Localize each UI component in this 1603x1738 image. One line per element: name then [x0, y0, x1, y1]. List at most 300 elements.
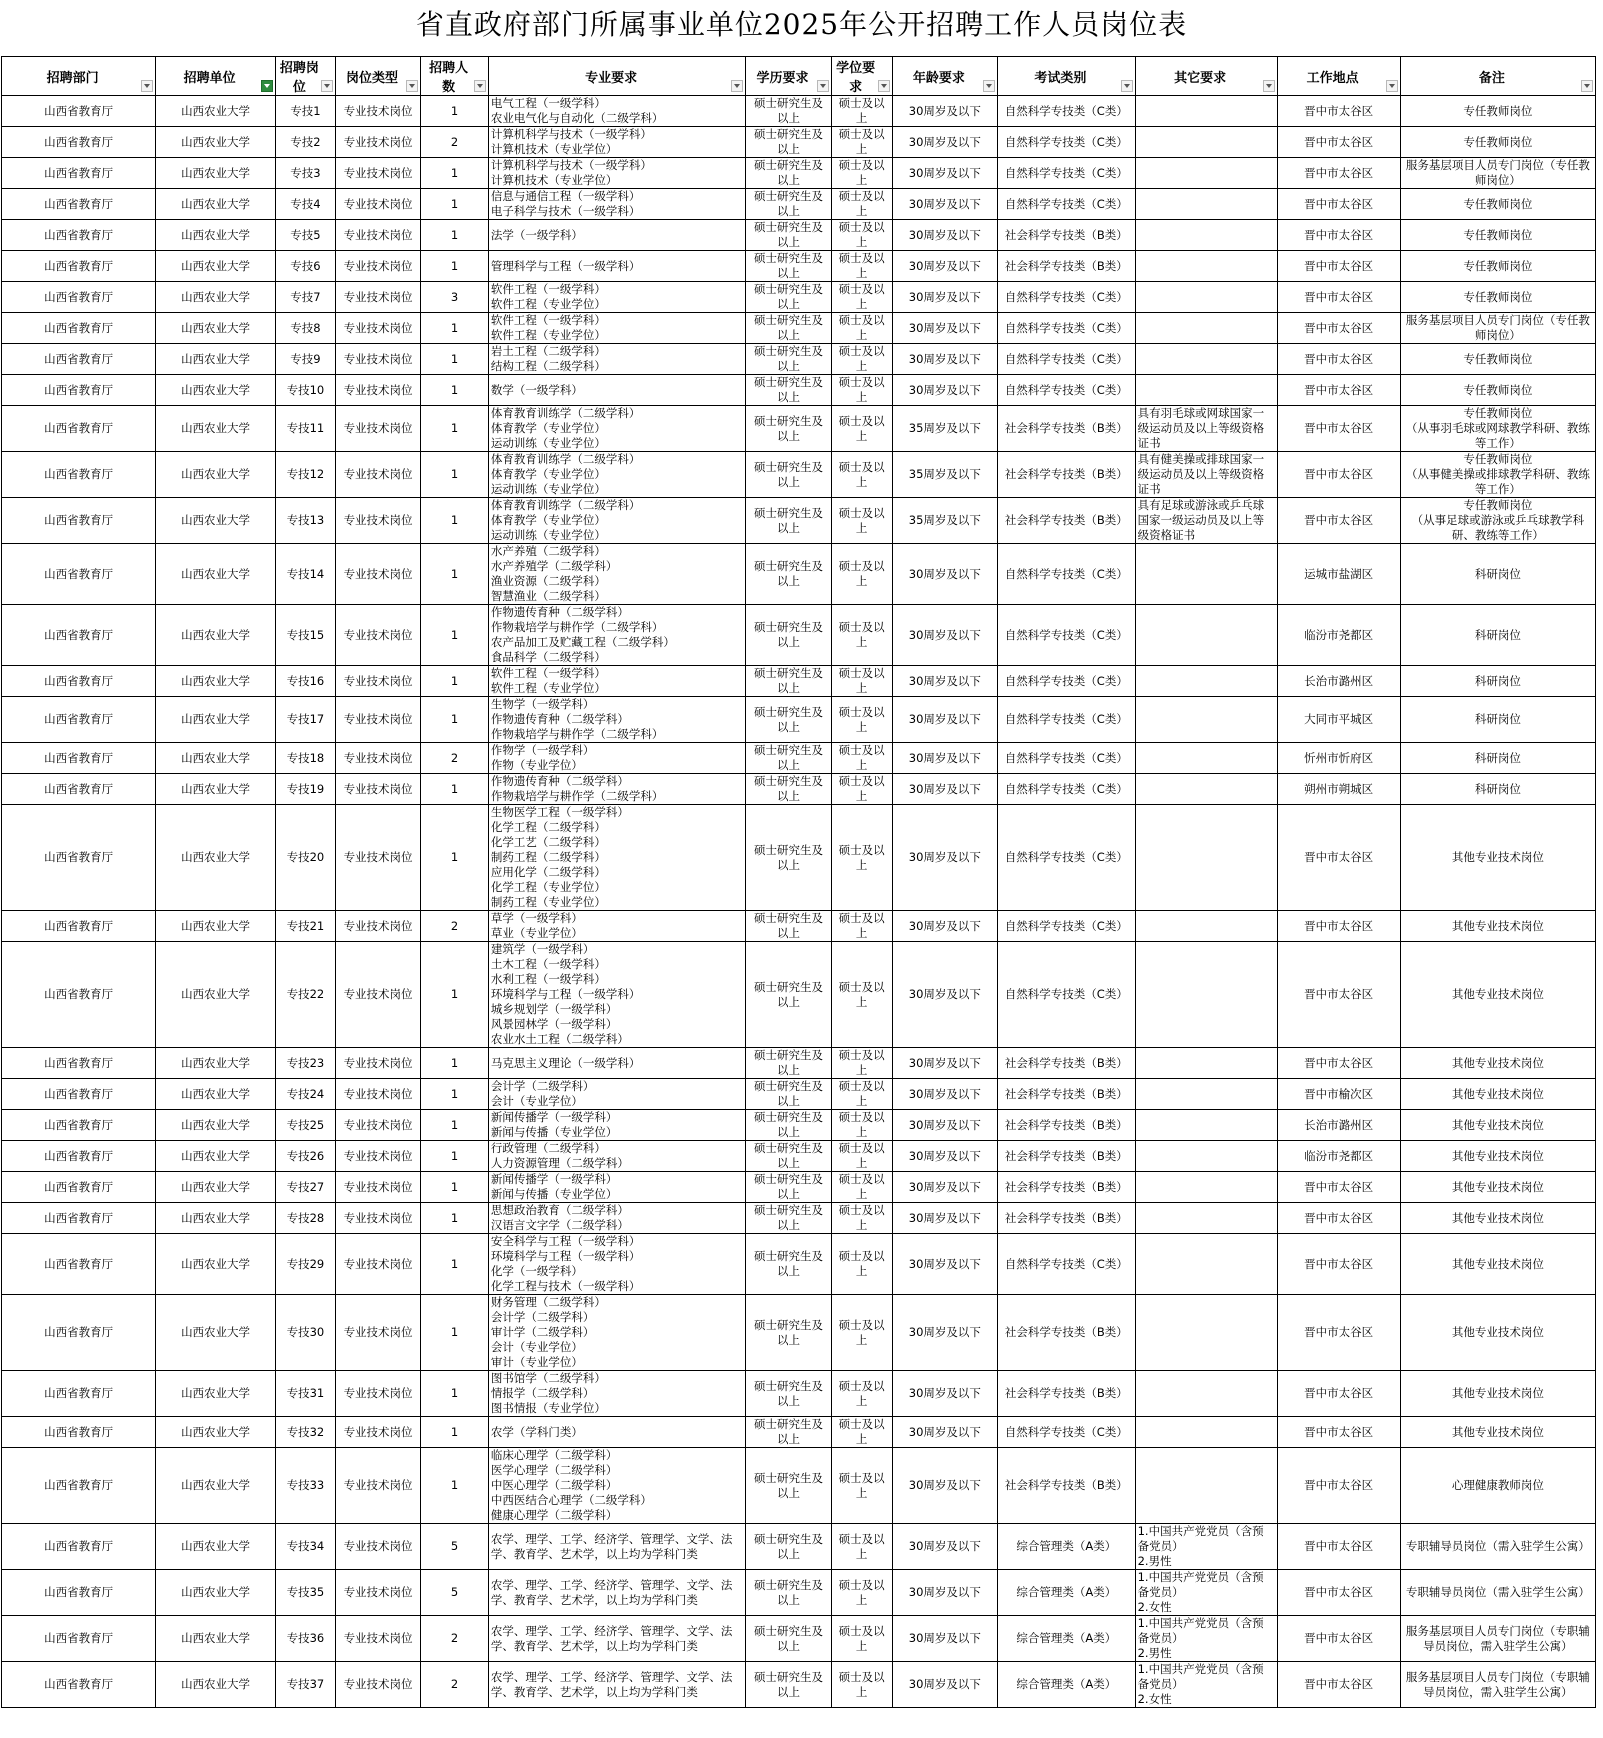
cell-position-type: 专业技术岗位	[335, 498, 420, 544]
cell-position-type: 专业技术岗位	[335, 1172, 420, 1203]
cell-location: 晋中市太谷区	[1277, 1570, 1400, 1616]
table-row	[2, 220, 1596, 251]
cell-other: 具有健美操或排球国家一级运动员及以上等级资格证书	[1135, 452, 1277, 498]
cell-age: 30周岁及以下	[892, 127, 997, 158]
cell-education: 硕士研究生及以上	[746, 96, 831, 127]
cell-other	[1135, 96, 1277, 127]
cell-other	[1135, 544, 1277, 605]
cell-department: 山西省教育厅	[2, 251, 156, 282]
cell-unit: 山西农业大学	[156, 96, 276, 127]
cell-headcount: 1	[421, 1417, 489, 1448]
cell-exam-category: 自然科学专技类（C类）	[998, 1234, 1136, 1295]
table-row	[2, 942, 1596, 1048]
cell-headcount: 1	[421, 774, 489, 805]
cell-position-code: 专技36	[275, 1616, 335, 1662]
cell-headcount: 1	[421, 697, 489, 743]
header-label: 考试类别	[1034, 70, 1087, 86]
cell-department: 山西省教育厅	[2, 666, 156, 697]
cell-age: 35周岁及以下	[892, 498, 997, 544]
cell-location: 忻州市忻府区	[1277, 743, 1400, 774]
cell-position-type: 专业技术岗位	[335, 313, 420, 344]
cell-unit: 山西农业大学	[156, 251, 276, 282]
cell-education: 硕士研究生及以上	[746, 220, 831, 251]
cell-position-code: 专技32	[275, 1417, 335, 1448]
cell-position-type: 专业技术岗位	[335, 1234, 420, 1295]
cell-other	[1135, 1141, 1277, 1172]
cell-age: 30周岁及以下	[892, 1371, 997, 1417]
cell-department: 山西省教育厅	[2, 1110, 156, 1141]
cell-age: 30周岁及以下	[892, 158, 997, 189]
cell-age: 30周岁及以下	[892, 1616, 997, 1662]
filter-dropdown-icon[interactable]	[261, 80, 273, 92]
cell-major: 草学（一级学科） 草业（专业学位）	[488, 911, 745, 942]
cell-other	[1135, 375, 1277, 406]
cell-remarks: 专任教师岗位 （从事健美操或排球教学科研、教练等工作）	[1400, 452, 1595, 498]
cell-location: 晋中市太谷区	[1277, 220, 1400, 251]
cell-headcount: 2	[421, 1662, 489, 1708]
cell-degree: 硕士及以上	[831, 313, 892, 344]
filter-dropdown-icon[interactable]	[983, 80, 995, 92]
cell-position-code: 专技29	[275, 1234, 335, 1295]
cell-unit: 山西农业大学	[156, 805, 276, 911]
cell-other: 具有足球或游泳或乒乓球国家一级运动员及以上等级资格证书	[1135, 498, 1277, 544]
cell-position-type: 专业技术岗位	[335, 666, 420, 697]
header-label: 招聘岗位	[279, 61, 319, 95]
cell-unit: 山西农业大学	[156, 375, 276, 406]
cell-education: 硕士研究生及以上	[746, 1662, 831, 1708]
filter-dropdown-icon[interactable]	[817, 80, 829, 92]
cell-education: 硕士研究生及以上	[746, 1371, 831, 1417]
cell-remarks: 心理健康教师岗位	[1400, 1448, 1595, 1524]
cell-position-code: 专技9	[275, 344, 335, 375]
cell-age: 30周岁及以下	[892, 1234, 997, 1295]
cell-location: 晋中市太谷区	[1277, 1448, 1400, 1524]
cell-major: 新闻传播学（一级学科） 新闻与传播（专业学位）	[488, 1172, 745, 1203]
cell-exam-category: 综合管理类（A类）	[998, 1524, 1136, 1570]
cell-age: 35周岁及以下	[892, 452, 997, 498]
cell-degree: 硕士及以上	[831, 375, 892, 406]
header-label: 年龄要求	[912, 70, 965, 86]
table-row	[2, 666, 1596, 697]
cell-headcount: 1	[421, 1234, 489, 1295]
cell-degree: 硕士及以上	[831, 1203, 892, 1234]
cell-degree: 硕士及以上	[831, 697, 892, 743]
cell-degree: 硕士及以上	[831, 344, 892, 375]
cell-unit: 山西农业大学	[156, 911, 276, 942]
cell-position-type: 专业技术岗位	[335, 96, 420, 127]
cell-department: 山西省教育厅	[2, 189, 156, 220]
cell-other	[1135, 1448, 1277, 1524]
cell-exam-category: 自然科学专技类（C类）	[998, 666, 1136, 697]
cell-degree: 硕士及以上	[831, 774, 892, 805]
cell-location: 晋中市太谷区	[1277, 96, 1400, 127]
table-row	[2, 1417, 1596, 1448]
cell-major: 作物遗传育种（二级学科） 作物栽培学与耕作学（二级学科） 农产品加工及贮藏工程（二级学科） 食品科学（二级学科）	[488, 605, 745, 666]
header-position-code	[275, 57, 335, 96]
table-row	[2, 774, 1596, 805]
cell-other	[1135, 1417, 1277, 1448]
cell-education: 硕士研究生及以上	[746, 911, 831, 942]
cell-position-code: 专技30	[275, 1295, 335, 1371]
cell-age: 30周岁及以下	[892, 805, 997, 911]
cell-location: 晋中市太谷区	[1277, 1203, 1400, 1234]
cell-department: 山西省教育厅	[2, 697, 156, 743]
cell-remarks: 专任教师岗位	[1400, 189, 1595, 220]
cell-headcount: 1	[421, 1203, 489, 1234]
cell-major: 农学、理学、工学、经济学、管理学、文学、法学、教育学、艺术学，以上均为学科门类	[488, 1616, 745, 1662]
cell-remarks: 专任教师岗位 （从事足球或游泳或乒乓球教学科研、教练等工作）	[1400, 498, 1595, 544]
cell-degree: 硕士及以上	[831, 498, 892, 544]
cell-unit: 山西农业大学	[156, 406, 276, 452]
cell-headcount: 1	[421, 406, 489, 452]
cell-degree: 硕士及以上	[831, 1570, 892, 1616]
cell-degree: 硕士及以上	[831, 942, 892, 1048]
cell-degree: 硕士及以上	[831, 1662, 892, 1708]
cell-unit: 山西农业大学	[156, 220, 276, 251]
cell-major: 农学、理学、工学、经济学、管理学、文学、法学、教育学、艺术学，以上均为学科门类	[488, 1570, 745, 1616]
cell-headcount: 1	[421, 1141, 489, 1172]
cell-major: 体育教育训练学（二级学科） 体育教学（专业学位） 运动训练（专业学位）	[488, 406, 745, 452]
cell-location: 晋中市太谷区	[1277, 942, 1400, 1048]
cell-location: 晋中市太谷区	[1277, 452, 1400, 498]
cell-department: 山西省教育厅	[2, 1662, 156, 1708]
cell-position-code: 专技11	[275, 406, 335, 452]
cell-unit: 山西农业大学	[156, 1295, 276, 1371]
cell-age: 30周岁及以下	[892, 911, 997, 942]
cell-position-type: 专业技术岗位	[335, 544, 420, 605]
cell-position-code: 专技26	[275, 1141, 335, 1172]
cell-headcount: 1	[421, 1295, 489, 1371]
cell-location: 临汾市尧都区	[1277, 1141, 1400, 1172]
cell-remarks: 专任教师岗位	[1400, 282, 1595, 313]
filter-dropdown-icon[interactable]	[878, 80, 890, 92]
cell-position-code: 专技31	[275, 1371, 335, 1417]
cell-degree: 硕士及以上	[831, 220, 892, 251]
cell-major: 建筑学（一级学科） 土木工程（一级学科） 水利工程（一级学科） 环境科学与工程（一级学科） 城乡规划学（一级学科） 风景园林学（一级学科） 农业水土工程（二级学科）	[488, 942, 745, 1048]
table-row	[2, 452, 1596, 498]
cell-other	[1135, 1079, 1277, 1110]
cell-headcount: 1	[421, 220, 489, 251]
cell-other	[1135, 1172, 1277, 1203]
cell-unit: 山西农业大学	[156, 743, 276, 774]
cell-unit: 山西农业大学	[156, 1448, 276, 1524]
cell-degree: 硕士及以上	[831, 127, 892, 158]
cell-remarks: 其他专业技术岗位	[1400, 1110, 1595, 1141]
cell-unit: 山西农业大学	[156, 1570, 276, 1616]
cell-position-code: 专技16	[275, 666, 335, 697]
cell-position-code: 专技12	[275, 452, 335, 498]
cell-education: 硕士研究生及以上	[746, 1417, 831, 1448]
cell-remarks: 其他专业技术岗位	[1400, 1371, 1595, 1417]
cell-department: 山西省教育厅	[2, 1079, 156, 1110]
cell-position-code: 专技4	[275, 189, 335, 220]
cell-position-type: 专业技术岗位	[335, 743, 420, 774]
cell-unit: 山西农业大学	[156, 1616, 276, 1662]
cell-education: 硕士研究生及以上	[746, 697, 831, 743]
cell-remarks: 科研岗位	[1400, 774, 1595, 805]
cell-remarks: 科研岗位	[1400, 743, 1595, 774]
cell-department: 山西省教育厅	[2, 313, 156, 344]
cell-remarks: 服务基层项目人员专门岗位（专职辅导员岗位，需入驻学生公寓）	[1400, 1662, 1595, 1708]
cell-major: 新闻传播学（一级学科） 新闻与传播（专业学位）	[488, 1110, 745, 1141]
cell-remarks: 其他专业技术岗位	[1400, 1295, 1595, 1371]
cell-exam-category: 自然科学专技类（C类）	[998, 697, 1136, 743]
table-row	[2, 1234, 1596, 1295]
cell-position-type: 专业技术岗位	[335, 1524, 420, 1570]
cell-department: 山西省教育厅	[2, 743, 156, 774]
cell-major: 生物学（一级学科） 作物遗传育种（二级学科） 作物栽培学与耕作学（二级学科）	[488, 697, 745, 743]
cell-department: 山西省教育厅	[2, 911, 156, 942]
cell-position-code: 专技7	[275, 282, 335, 313]
header-education	[746, 57, 831, 96]
cell-headcount: 5	[421, 1570, 489, 1616]
cell-location: 晋中市太谷区	[1277, 189, 1400, 220]
header-label: 其它要求	[1174, 70, 1227, 86]
table-row	[2, 1570, 1596, 1616]
cell-other	[1135, 1110, 1277, 1141]
cell-position-code: 专技33	[275, 1448, 335, 1524]
cell-other	[1135, 942, 1277, 1048]
cell-position-type: 专业技术岗位	[335, 406, 420, 452]
table-row	[2, 282, 1596, 313]
cell-degree: 硕士及以上	[831, 1048, 892, 1079]
cell-position-code: 专技27	[275, 1172, 335, 1203]
cell-position-code: 专技2	[275, 127, 335, 158]
cell-location: 晋中市太谷区	[1277, 1172, 1400, 1203]
cell-location: 晋中市榆次区	[1277, 1079, 1400, 1110]
cell-exam-category: 自然科学专技类（C类）	[998, 805, 1136, 911]
cell-location: 晋中市太谷区	[1277, 1616, 1400, 1662]
cell-remarks: 科研岗位	[1400, 697, 1595, 743]
cell-major: 体育教育训练学（二级学科） 体育教学（专业学位） 运动训练（专业学位）	[488, 452, 745, 498]
filter-dropdown-icon[interactable]	[1121, 80, 1133, 92]
cell-degree: 硕士及以上	[831, 1616, 892, 1662]
cell-major: 计算机科学与技术（一级学科） 计算机技术（专业学位）	[488, 158, 745, 189]
header-exam-category	[998, 57, 1136, 96]
cell-department: 山西省教育厅	[2, 1616, 156, 1662]
filter-dropdown-icon[interactable]	[1581, 80, 1593, 92]
cell-position-type: 专业技术岗位	[335, 1110, 420, 1141]
cell-department: 山西省教育厅	[2, 282, 156, 313]
filter-dropdown-icon[interactable]	[731, 80, 743, 92]
cell-exam-category: 社会科学专技类（B类）	[998, 1203, 1136, 1234]
cell-location: 长治市潞州区	[1277, 666, 1400, 697]
cell-unit: 山西农业大学	[156, 498, 276, 544]
page-title: 省直政府部门所属事业单位2025年公开招聘工作人员岗位表	[415, 8, 1188, 41]
cell-education: 硕士研究生及以上	[746, 774, 831, 805]
cell-remarks: 科研岗位	[1400, 605, 1595, 666]
cell-position-type: 专业技术岗位	[335, 911, 420, 942]
cell-remarks: 专任教师岗位	[1400, 96, 1595, 127]
cell-unit: 山西农业大学	[156, 1662, 276, 1708]
cell-position-type: 专业技术岗位	[335, 774, 420, 805]
filter-dropdown-icon[interactable]	[321, 80, 333, 92]
cell-exam-category: 自然科学专技类（C类）	[998, 743, 1136, 774]
cell-headcount: 3	[421, 282, 489, 313]
cell-education: 硕士研究生及以上	[746, 1203, 831, 1234]
filter-dropdown-icon[interactable]	[406, 80, 418, 92]
cell-unit: 山西农业大学	[156, 282, 276, 313]
cell-headcount: 2	[421, 127, 489, 158]
cell-other	[1135, 1295, 1277, 1371]
cell-position-type: 专业技术岗位	[335, 1662, 420, 1708]
cell-education: 硕士研究生及以上	[746, 1079, 831, 1110]
cell-exam-category: 社会科学专技类（B类）	[998, 498, 1136, 544]
cell-major: 会计学（二级学科） 会计（专业学位）	[488, 1079, 745, 1110]
cell-remarks: 专任教师岗位	[1400, 251, 1595, 282]
table-row	[2, 251, 1596, 282]
cell-department: 山西省教育厅	[2, 1172, 156, 1203]
cell-location: 运城市盐湖区	[1277, 544, 1400, 605]
cell-position-code: 专技17	[275, 697, 335, 743]
header-label: 学位要求	[836, 61, 876, 95]
cell-position-code: 专技13	[275, 498, 335, 544]
cell-headcount: 1	[421, 1048, 489, 1079]
cell-education: 硕士研究生及以上	[746, 1172, 831, 1203]
table-row	[2, 1172, 1596, 1203]
cell-location: 晋中市太谷区	[1277, 406, 1400, 452]
cell-position-type: 专业技术岗位	[335, 1203, 420, 1234]
cell-degree: 硕士及以上	[831, 1172, 892, 1203]
cell-position-type: 专业技术岗位	[335, 189, 420, 220]
cell-remarks: 其他专业技术岗位	[1400, 1079, 1595, 1110]
header-headcount	[421, 57, 489, 96]
table-row	[2, 544, 1596, 605]
cell-degree: 硕士及以上	[831, 96, 892, 127]
cell-age: 30周岁及以下	[892, 96, 997, 127]
cell-age: 30周岁及以下	[892, 697, 997, 743]
cell-position-code: 专技8	[275, 313, 335, 344]
cell-headcount: 1	[421, 1172, 489, 1203]
cell-unit: 山西农业大学	[156, 344, 276, 375]
table-row	[2, 127, 1596, 158]
filter-dropdown-icon[interactable]	[1386, 80, 1398, 92]
cell-department: 山西省教育厅	[2, 452, 156, 498]
cell-major: 马克思主义理论（一级学科）	[488, 1048, 745, 1079]
cell-exam-category: 自然科学专技类（C类）	[998, 313, 1136, 344]
cell-position-type: 专业技术岗位	[335, 127, 420, 158]
cell-remarks: 服务基层项目人员专门岗位（专任教师岗位）	[1400, 158, 1595, 189]
cell-unit: 山西农业大学	[156, 158, 276, 189]
cell-location: 晋中市太谷区	[1277, 158, 1400, 189]
cell-age: 30周岁及以下	[892, 1570, 997, 1616]
cell-other	[1135, 158, 1277, 189]
cell-other: 1.中国共产党党员（含预备党员） 2.男性	[1135, 1524, 1277, 1570]
cell-degree: 硕士及以上	[831, 666, 892, 697]
cell-headcount: 1	[421, 344, 489, 375]
cell-exam-category: 社会科学专技类（B类）	[998, 1172, 1136, 1203]
cell-other	[1135, 605, 1277, 666]
cell-department: 山西省教育厅	[2, 375, 156, 406]
cell-department: 山西省教育厅	[2, 544, 156, 605]
cell-position-type: 专业技术岗位	[335, 220, 420, 251]
cell-position-type: 专业技术岗位	[335, 1141, 420, 1172]
cell-major: 安全科学与工程（一级学科） 环境科学与工程（一级学科） 化学（一级学科） 化学工程与技术（一级学科）	[488, 1234, 745, 1295]
cell-major: 软件工程（一级学科） 软件工程（专业学位）	[488, 313, 745, 344]
cell-major: 软件工程（一级学科） 软件工程（专业学位）	[488, 282, 745, 313]
cell-other	[1135, 313, 1277, 344]
cell-unit: 山西农业大学	[156, 697, 276, 743]
cell-age: 30周岁及以下	[892, 1172, 997, 1203]
header-position-type	[335, 57, 420, 96]
table-row	[2, 697, 1596, 743]
cell-department: 山西省教育厅	[2, 1048, 156, 1079]
cell-department: 山西省教育厅	[2, 1417, 156, 1448]
cell-exam-category: 综合管理类（A类）	[998, 1570, 1136, 1616]
cell-age: 30周岁及以下	[892, 220, 997, 251]
cell-position-code: 专技28	[275, 1203, 335, 1234]
cell-location: 晋中市太谷区	[1277, 127, 1400, 158]
cell-degree: 硕士及以上	[831, 1371, 892, 1417]
cell-position-type: 专业技术岗位	[335, 375, 420, 406]
cell-remarks: 其他专业技术岗位	[1400, 805, 1595, 911]
cell-department: 山西省教育厅	[2, 158, 156, 189]
cell-remarks: 专任教师岗位	[1400, 375, 1595, 406]
cell-department: 山西省教育厅	[2, 344, 156, 375]
header-major	[488, 57, 745, 96]
header-label: 岗位类型	[346, 70, 399, 86]
cell-headcount: 1	[421, 805, 489, 911]
cell-exam-category: 自然科学专技类（C类）	[998, 344, 1136, 375]
table-row	[2, 189, 1596, 220]
cell-exam-category: 自然科学专技类（C类）	[998, 158, 1136, 189]
cell-position-code: 专技34	[275, 1524, 335, 1570]
cell-degree: 硕士及以上	[831, 1448, 892, 1524]
cell-department: 山西省教育厅	[2, 220, 156, 251]
cell-department: 山西省教育厅	[2, 1448, 156, 1524]
cell-unit: 山西农业大学	[156, 544, 276, 605]
cell-location: 晋中市太谷区	[1277, 911, 1400, 942]
cell-headcount: 1	[421, 942, 489, 1048]
cell-position-code: 专技1	[275, 96, 335, 127]
cell-position-code: 专技24	[275, 1079, 335, 1110]
cell-age: 30周岁及以下	[892, 313, 997, 344]
cell-position-code: 专技5	[275, 220, 335, 251]
cell-education: 硕士研究生及以上	[746, 666, 831, 697]
cell-remarks: 专职辅导员岗位（需入驻学生公寓）	[1400, 1570, 1595, 1616]
cell-unit: 山西农业大学	[156, 452, 276, 498]
cell-other	[1135, 344, 1277, 375]
filter-dropdown-icon[interactable]	[474, 80, 486, 92]
header-department	[2, 57, 156, 96]
cell-age: 30周岁及以下	[892, 1417, 997, 1448]
cell-education: 硕士研究生及以上	[746, 1448, 831, 1524]
cell-other	[1135, 697, 1277, 743]
cell-major: 信息与通信工程（一级学科） 电子科学与技术（一级学科）	[488, 189, 745, 220]
cell-major: 临床心理学（二级学科） 医学心理学（二级学科） 中医心理学（二级学科） 中西医结合心理学（二级学科） 健康心理学（二级学科）	[488, 1448, 745, 1524]
cell-remarks: 其他专业技术岗位	[1400, 1048, 1595, 1079]
cell-remarks: 其他专业技术岗位	[1400, 942, 1595, 1048]
cell-location: 临汾市尧都区	[1277, 605, 1400, 666]
cell-other	[1135, 1048, 1277, 1079]
filter-dropdown-icon[interactable]	[141, 80, 153, 92]
cell-education: 硕士研究生及以上	[746, 1616, 831, 1662]
cell-education: 硕士研究生及以上	[746, 942, 831, 1048]
cell-age: 30周岁及以下	[892, 1141, 997, 1172]
cell-exam-category: 自然科学专技类（C类）	[998, 189, 1136, 220]
cell-degree: 硕士及以上	[831, 743, 892, 774]
cell-position-code: 专技21	[275, 911, 335, 942]
filter-dropdown-icon[interactable]	[1263, 80, 1275, 92]
cell-position-code: 专技15	[275, 605, 335, 666]
cell-age: 30周岁及以下	[892, 1048, 997, 1079]
cell-location: 大同市平城区	[1277, 697, 1400, 743]
header-other	[1135, 57, 1277, 96]
cell-position-type: 专业技术岗位	[335, 1616, 420, 1662]
cell-remarks: 其他专业技术岗位	[1400, 1234, 1595, 1295]
cell-major: 软件工程（一级学科） 软件工程（专业学位）	[488, 666, 745, 697]
cell-exam-category: 社会科学专技类（B类）	[998, 1048, 1136, 1079]
